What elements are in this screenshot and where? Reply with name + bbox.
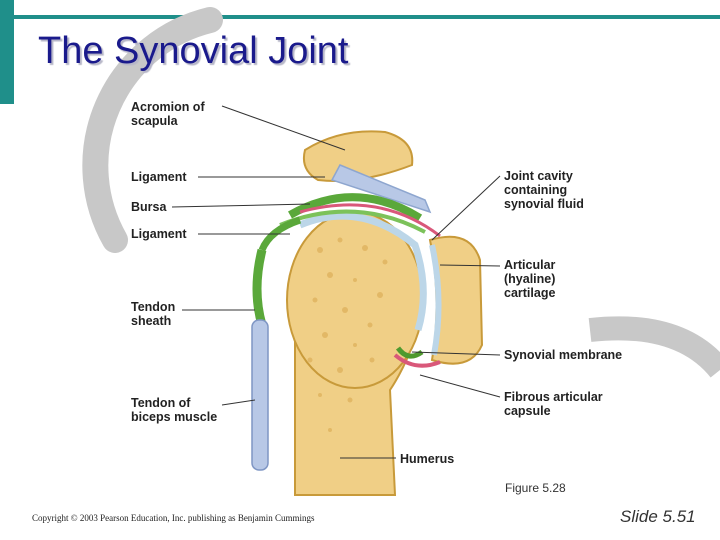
biceps-tendon [252, 320, 268, 470]
glenoid-cartilage [432, 245, 439, 355]
label-tendon-sheath: Tendon sheath [131, 300, 176, 328]
figure-caption: Figure 5.28 [505, 481, 566, 495]
label-acromion: Acromion of scapula [131, 100, 205, 128]
label-humerus: Humerus [400, 452, 455, 466]
label-ligament-top: Ligament [131, 170, 187, 184]
label-fibrous-capsule: Fibrous articular capsule [504, 390, 603, 418]
copyright-text: Copyright © 2003 Pearson Education, Inc. publishing as Benjamin Cummings [32, 513, 315, 523]
slide-number: Slide 5.51 [620, 507, 696, 526]
slide-title: The Synovial Joint [38, 30, 349, 72]
label-synovial-membrane: Synovial membrane [504, 348, 623, 362]
label-articular-cartilage: Articular (hyaline) cartilage [504, 258, 556, 300]
label-ligament-bottom: Ligament [131, 227, 187, 241]
label-joint-cavity: Joint cavity containing synovial fluid [504, 169, 584, 211]
label-tendon-biceps: Tendon of biceps muscle [131, 396, 218, 424]
label-bursa: Bursa [131, 200, 167, 214]
tendon-sheath [257, 250, 262, 325]
